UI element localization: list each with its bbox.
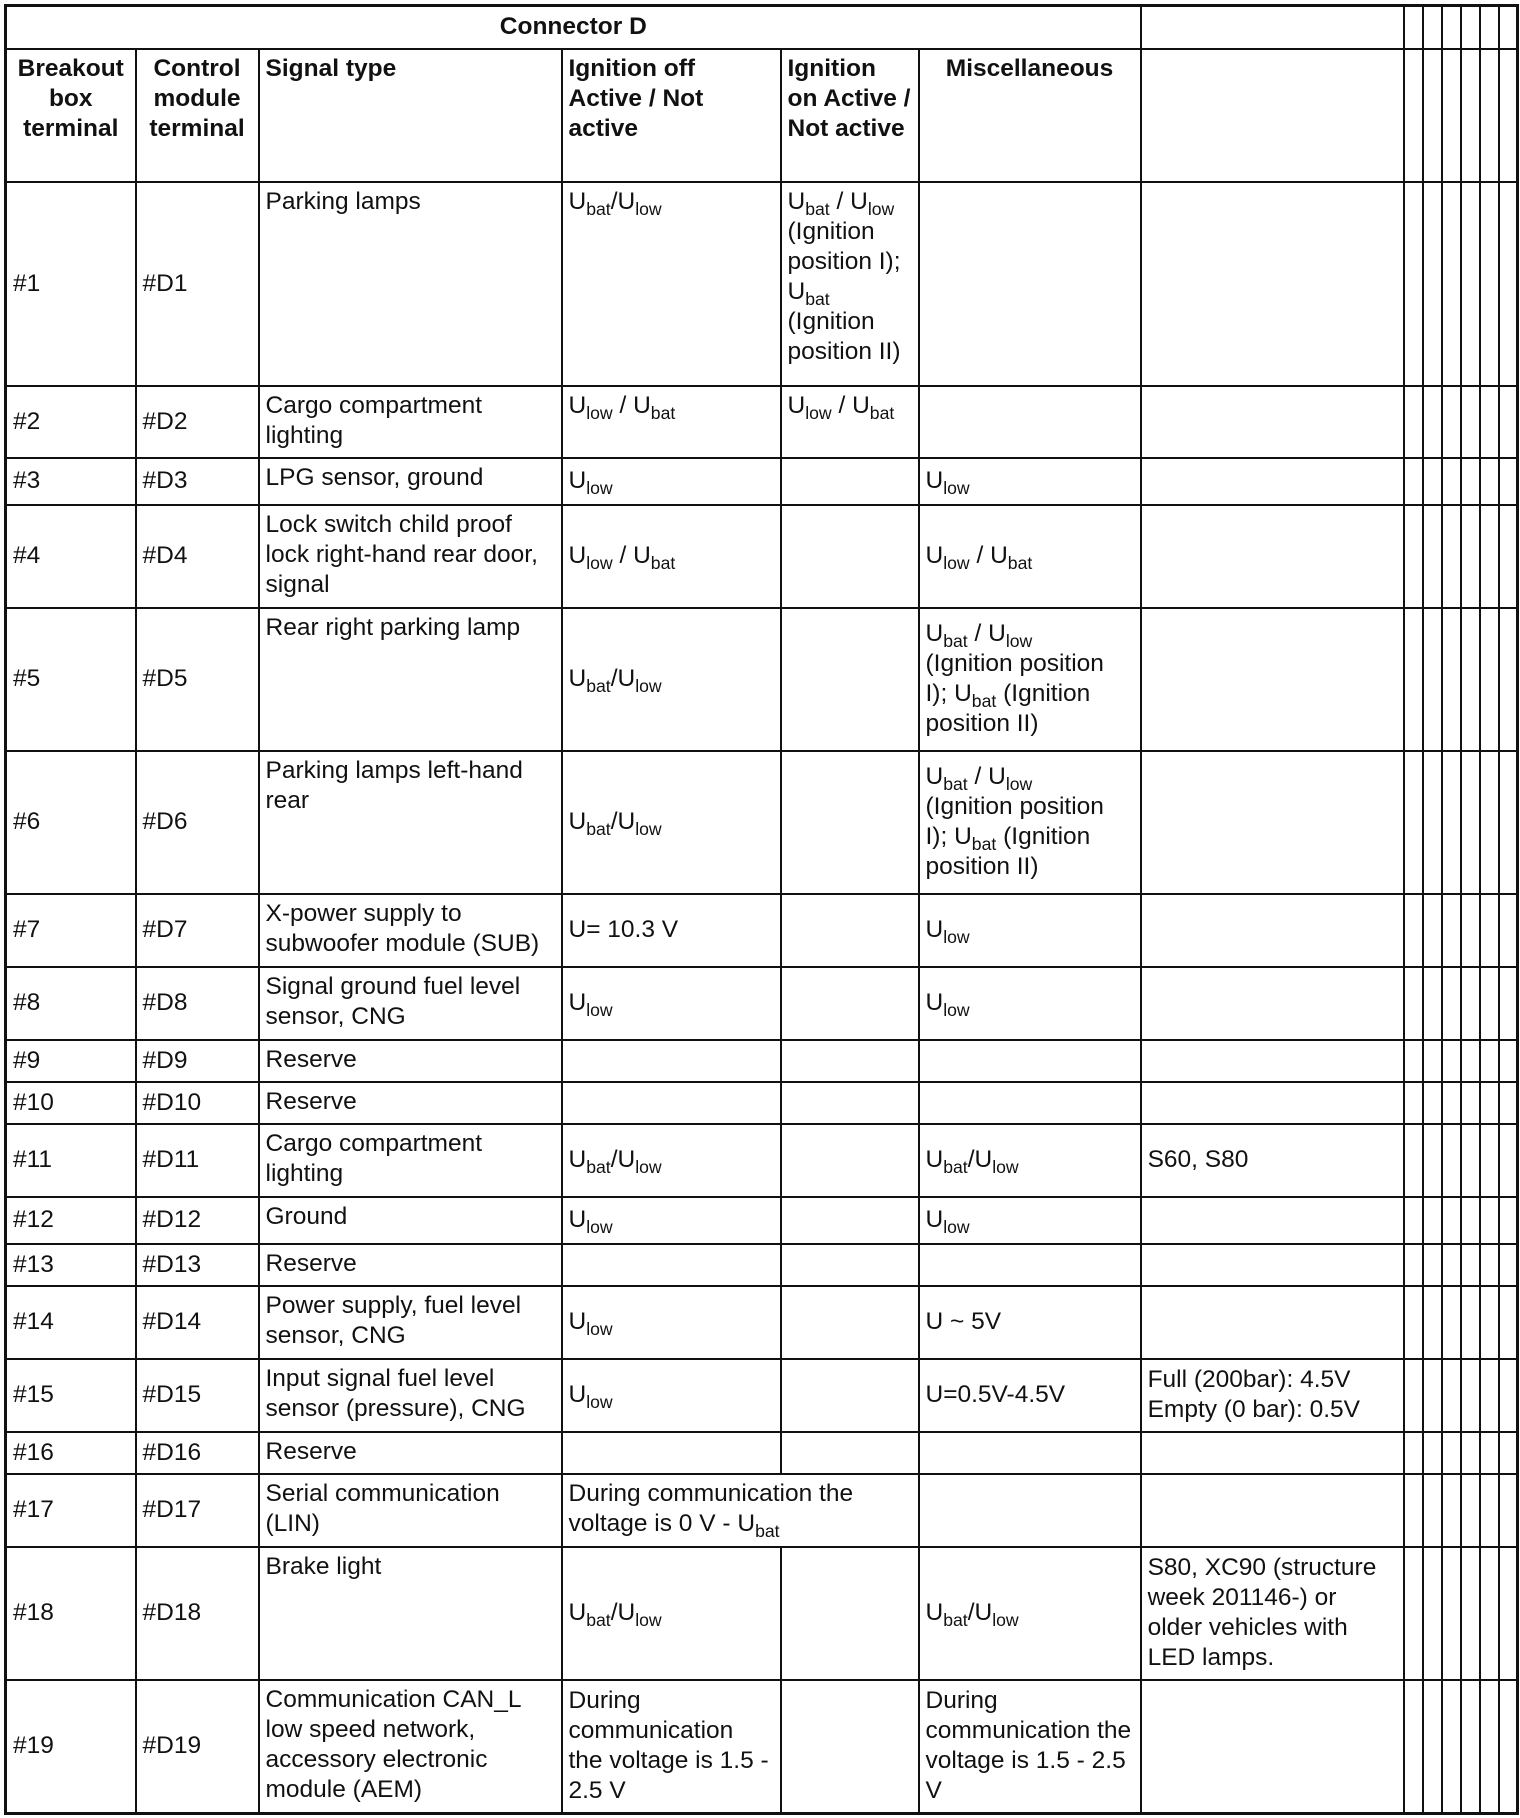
cell-notes (1141, 1082, 1404, 1124)
cell-notes (1141, 608, 1404, 751)
header-ignition-off: Ignition off Active / Not active (562, 49, 781, 182)
cell-notes (1141, 967, 1404, 1040)
cell-ignition-on (781, 894, 919, 967)
cell-ignition-off: $U_{low} / U_{bat}$ (562, 386, 781, 458)
cell-control-terminal: #D17 (136, 1474, 259, 1547)
cell-ignition-on (781, 458, 919, 505)
cell-control-terminal: #D16 (136, 1432, 259, 1474)
cell-breakout-terminal: #8 (6, 967, 136, 1040)
cell-miscellaneous: $U_{low}$ (919, 894, 1141, 967)
cell-ignition-off: $U_{bat}/U_{low}$ (562, 608, 781, 751)
cell-miscellaneous: $U_{bat}/U_{low}$ (919, 1124, 1141, 1197)
cell-control-terminal: #D2 (136, 386, 259, 458)
table-header (6, 6, 1518, 182)
cell-miscellaneous (919, 1082, 1141, 1124)
header-signal-type: Signal type (259, 49, 562, 182)
cell-breakout-terminal: #12 (6, 1197, 136, 1244)
table-row (6, 1474, 1518, 1547)
cell-miscellaneous (919, 1244, 1141, 1286)
cell-ignition-off: $U_{low}$ (562, 458, 781, 505)
cell-control-terminal: #D7 (136, 894, 259, 967)
cell-notes (1141, 458, 1404, 505)
cell-miscellaneous: $U_{low}$ (919, 1197, 1141, 1244)
cell-notes (1141, 1474, 1404, 1547)
cell-ignition-off (562, 1432, 781, 1474)
cell-signal-type: Reserve (259, 1082, 562, 1124)
cell-ignition-off: $U_{bat}/U_{low}$ (562, 1124, 781, 1197)
table-row (6, 608, 1518, 751)
cell-control-terminal: #D10 (136, 1082, 259, 1124)
cell-ignition-off: $U_{bat}/U_{low}$ (562, 1547, 781, 1680)
cell-breakout-terminal: #7 (6, 894, 136, 967)
cell-signal-type: Signal ground fuel level sensor, CNG (259, 967, 562, 1040)
cell-ignition-off: U= 10.3 V (562, 894, 781, 967)
table-row (6, 1432, 1518, 1474)
cell-signal-type: Cargo compartment lighting (259, 386, 562, 458)
table-row (6, 458, 1518, 505)
cell-breakout-terminal: #14 (6, 1286, 136, 1359)
header-ignition-on: Ignition on Active / Not active (781, 49, 919, 182)
cell-notes (1141, 1244, 1404, 1286)
cell-miscellaneous: $U_{bat}/U_{low}$ (919, 1547, 1141, 1680)
table-body (6, 182, 1518, 1814)
table-row (6, 1124, 1518, 1197)
cell-control-terminal: #D12 (136, 1197, 259, 1244)
cell-miscellaneous (919, 1040, 1141, 1082)
cell-signal-type: Input signal fuel level sensor (pressure), CNG (259, 1359, 562, 1432)
cell-breakout-terminal: #1 (6, 182, 136, 386)
cell-ignition-merged: During communication the voltage is 0 V - $U_{bat}$ (562, 1474, 919, 1547)
cell-signal-type: LPG sensor, ground (259, 458, 562, 505)
cell-miscellaneous: U=0.5V-4.5V (919, 1359, 1141, 1432)
cell-ignition-on (781, 1244, 919, 1286)
cell-breakout-terminal: #19 (6, 1680, 136, 1814)
cell-breakout-terminal: #17 (6, 1474, 136, 1547)
cell-notes: S80, XC90 (structure week 201146-) or older vehicles with LED lamps. (1141, 1547, 1404, 1680)
cell-ignition-off: $U_{low}$ (562, 1286, 781, 1359)
cell-ignition-on (781, 1082, 919, 1124)
cell-signal-type: Lock switch child proof lock right-hand rear door, signal (259, 505, 562, 608)
cell-ignition-on (781, 751, 919, 894)
cell-ignition-on: $U_{low} / U_{bat}$ (781, 386, 919, 458)
cell-breakout-terminal: #6 (6, 751, 136, 894)
cell-ignition-on (781, 1680, 919, 1814)
cell-notes (1141, 1286, 1404, 1359)
cell-miscellaneous: $U_{bat} / U_{low}$ (Ignition position I); $U_{bat}$ (Ignition position II) (919, 751, 1141, 894)
cell-ignition-on (781, 1286, 919, 1359)
cell-ignition-off: $U_{low} / U_{bat}$ (562, 505, 781, 608)
cell-breakout-terminal: #16 (6, 1432, 136, 1474)
cell-breakout-terminal: #2 (6, 386, 136, 458)
cell-ignition-on (781, 967, 919, 1040)
cell-ignition-on (781, 608, 919, 751)
table-row (6, 182, 1518, 386)
cell-signal-type: X-power supply to subwoofer module (SUB) (259, 894, 562, 967)
cell-breakout-terminal: #5 (6, 608, 136, 751)
cell-control-terminal: #D3 (136, 458, 259, 505)
cell-miscellaneous (919, 182, 1141, 386)
cell-notes (1141, 505, 1404, 608)
cell-ignition-on: $U_{bat} / U_{low}$ (Ignition position I); $U_{bat}$ (Ignition position II) (781, 182, 919, 386)
table-row (6, 894, 1518, 967)
table-row (6, 1547, 1518, 1680)
cell-control-terminal: #D9 (136, 1040, 259, 1082)
cell-signal-type: Serial communication (LIN) (259, 1474, 562, 1547)
header-breakout-box-terminal: Breakout box terminal (6, 49, 136, 182)
cell-notes (1141, 751, 1404, 894)
cell-notes (1141, 1432, 1404, 1474)
cell-miscellaneous: $U_{bat} / U_{low}$ (Ignition position I); $U_{bat}$ (Ignition position II) (919, 608, 1141, 751)
table-row (6, 1286, 1518, 1359)
cell-breakout-terminal: #4 (6, 505, 136, 608)
cell-miscellaneous: $U_{low}$ (919, 458, 1141, 505)
cell-control-terminal: #D6 (136, 751, 259, 894)
cell-notes (1141, 386, 1404, 458)
cell-notes (1141, 1680, 1404, 1814)
cell-miscellaneous (919, 1432, 1141, 1474)
table-row (6, 1359, 1518, 1432)
cell-miscellaneous (919, 1474, 1141, 1547)
cell-breakout-terminal: #18 (6, 1547, 136, 1680)
cell-ignition-on (781, 1547, 919, 1680)
cell-notes (1141, 894, 1404, 967)
cell-ignition-off: $U_{bat}/U_{low}$ (562, 751, 781, 894)
cell-signal-type: Parking lamps left-hand rear (259, 751, 562, 894)
cell-signal-type: Brake light (259, 1547, 562, 1680)
table-row (6, 1244, 1518, 1286)
cell-miscellaneous: $U_{low} / U_{bat}$ (919, 505, 1141, 608)
cell-ignition-off (562, 1244, 781, 1286)
header-miscellaneous: Miscellaneous (919, 49, 1141, 182)
cell-control-terminal: #D19 (136, 1680, 259, 1814)
cell-control-terminal: #D11 (136, 1124, 259, 1197)
cell-notes (1141, 1197, 1404, 1244)
cell-ignition-on (781, 1040, 919, 1082)
cell-control-terminal: #D15 (136, 1359, 259, 1432)
table-row (6, 386, 1518, 458)
cell-signal-type: Ground (259, 1197, 562, 1244)
cell-control-terminal: #D1 (136, 182, 259, 386)
cell-ignition-off (562, 1040, 781, 1082)
cell-breakout-terminal: #3 (6, 458, 136, 505)
cell-control-terminal: #D18 (136, 1547, 259, 1680)
cell-breakout-terminal: #13 (6, 1244, 136, 1286)
cell-notes (1141, 1040, 1404, 1082)
cell-breakout-terminal: #15 (6, 1359, 136, 1432)
table-row (6, 1040, 1518, 1082)
cell-ignition-off: $U_{bat}/U_{low}$ (562, 182, 781, 386)
cell-breakout-terminal: #9 (6, 1040, 136, 1082)
cell-signal-type: Reserve (259, 1432, 562, 1474)
cell-control-terminal: #D8 (136, 967, 259, 1040)
cell-control-terminal: #D13 (136, 1244, 259, 1286)
cell-signal-type: Communication CAN_L low speed network, accessory electronic module (AEM) (259, 1680, 562, 1814)
cell-ignition-on (781, 1432, 919, 1474)
cell-ignition-off: $U_{low}$ (562, 1197, 781, 1244)
cell-ignition-on (781, 1359, 919, 1432)
cell-notes: Full (200bar): 4.5V Empty (0 bar): 0.5V (1141, 1359, 1404, 1432)
cell-signal-type: Power supply, fuel level sensor, CNG (259, 1286, 562, 1359)
cell-notes (1141, 182, 1404, 386)
cell-control-terminal: #D14 (136, 1286, 259, 1359)
cell-notes: S60, S80 (1141, 1124, 1404, 1197)
cell-ignition-off: $U_{low}$ (562, 967, 781, 1040)
connector-table (4, 4, 1519, 1815)
header-control-module-terminal: Control module terminal (136, 49, 259, 182)
cell-ignition-on (781, 505, 919, 608)
cell-signal-type: Reserve (259, 1040, 562, 1082)
cell-signal-type: Parking lamps (259, 182, 562, 386)
cell-miscellaneous: During communication the voltage is 1.5 - 2.5 V (919, 1680, 1141, 1814)
cell-breakout-terminal: #11 (6, 1124, 136, 1197)
cell-miscellaneous: U ~ 5V (919, 1286, 1141, 1359)
table-row (6, 505, 1518, 608)
cell-breakout-terminal: #10 (6, 1082, 136, 1124)
header-notes (1141, 49, 1404, 182)
cell-ignition-off: $U_{low}$ (562, 1359, 781, 1432)
cell-ignition-off (562, 1082, 781, 1124)
cell-signal-type: Reserve (259, 1244, 562, 1286)
cell-control-terminal: #D5 (136, 608, 259, 751)
table-row (6, 751, 1518, 894)
cell-miscellaneous: $U_{low}$ (919, 967, 1141, 1040)
table-row (6, 1082, 1518, 1124)
cell-ignition-on (781, 1197, 919, 1244)
connector-title: Connector D (6, 6, 1141, 49)
connector-d-document (4, 4, 1519, 1815)
cell-ignition-on (781, 1124, 919, 1197)
table-row (6, 1197, 1518, 1244)
cell-ignition-off: During communication the voltage is 1.5 - 2.5 V (562, 1680, 781, 1814)
cell-signal-type: Rear right parking lamp (259, 608, 562, 751)
cell-miscellaneous (919, 386, 1141, 458)
table-row (6, 967, 1518, 1040)
cell-signal-type: Cargo compartment lighting (259, 1124, 562, 1197)
cell-control-terminal: #D4 (136, 505, 259, 608)
table-row (6, 1680, 1518, 1814)
